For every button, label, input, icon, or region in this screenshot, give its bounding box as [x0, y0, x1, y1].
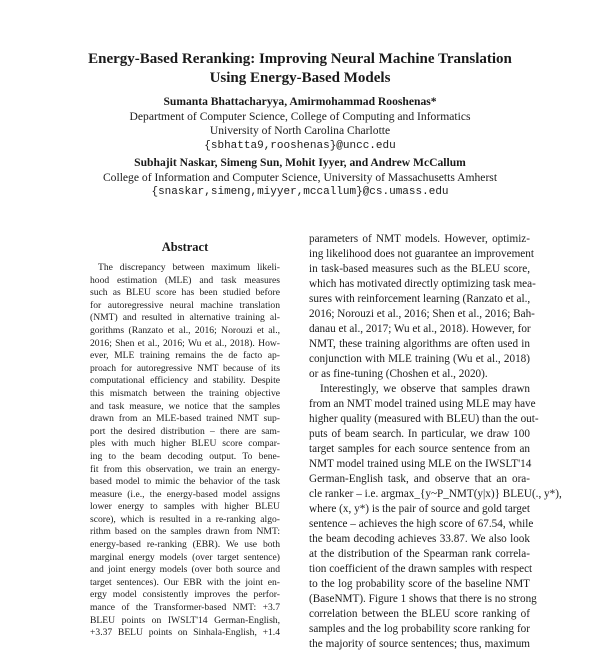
abstract-line: computational efficiency and stability. Despite: [90, 375, 280, 387]
abstract-line: marginal energy models (over target sentence): [90, 551, 280, 563]
abstract-line: rithm based on the samples drawn from NMT:: [90, 526, 280, 538]
abstract-line: gorithms (Ranzato et al., 2016; Norouzi et al.,: [90, 324, 280, 336]
body-line: in task-based measures such as the BLEU score,: [309, 263, 530, 275]
author-email-1[interactable]: {sbhatta9,rooshenas}@uncc.edu: [204, 139, 396, 152]
body-line: the majority of source sentences; thus, maximum: [309, 638, 530, 650]
abstract-line: ergy model consistently improves the perfor-: [90, 589, 280, 601]
abstract-line: for autoregressive neural machine translation: [90, 299, 280, 311]
abstract-line: mance of the Transformer-based NMT: +3.7: [90, 602, 280, 614]
abstract-line: BLEU points on IWSLT'14 German-English,: [90, 614, 280, 626]
abstract-line: proach for autoregressive NMT because of its: [90, 362, 280, 374]
body-line: higher quality (measured with BLEU) than the out-: [309, 413, 539, 425]
abstract-line: score), which is resulted in a re-ranking algo-: [90, 513, 280, 525]
body-line: correlation between the BLEU score ranking of: [309, 608, 530, 620]
author-univ-1: University of North Carolina Charlotte: [209, 124, 391, 137]
body-line: sures with reinforcement learning (Ranzato et al.,: [309, 293, 531, 305]
body-line: NMT, these training algorithms are often used in: [309, 338, 530, 350]
abstract-line: port the desired distribution – there are sam-: [90, 425, 280, 437]
body-line: puts of beam search. In particular, we draw 100: [309, 428, 530, 440]
title-line-2: Using Energy-Based Models: [209, 70, 391, 86]
author-names-2: Subhajit Naskar, Simeng Sun, Mohit Iyyer, and Andrew McCallum: [134, 156, 466, 169]
body-line: NMT model trained using MLE on the IWSLT'14: [309, 458, 532, 470]
body-line: conjunction with MLE training (Wu et al., 2018): [309, 353, 530, 365]
body-line: to the log probability score of the baseline NMT: [309, 578, 530, 590]
author-block-1: [60, 95, 540, 153]
body-line: at the distribution of the Spearman rank correla-: [309, 548, 530, 560]
body-line: where (x, y*) is the pair of source and gold target: [309, 503, 530, 515]
abstract-line: hood estimation (MLE) and task measures: [90, 274, 280, 286]
author-dept-2: College of Information and Computer Science, University of Massachusetts Amherst: [102, 170, 498, 184]
body-line: target samples for each source sentence from an: [309, 443, 530, 455]
abstract-line: such as BLEU score has been studied before: [90, 287, 280, 299]
body-line: Interestingly, we observe that samples drawn: [320, 383, 530, 395]
abstract-line: +3.37 BELU points on Sinhala-English, +1.4: [90, 627, 280, 639]
body-line: from an NMT model trained using MLE may have: [309, 398, 536, 410]
body-line: samples and the log probability score ranking for: [309, 623, 530, 635]
body-line: parameters of NMT models. However, optimiz-: [309, 233, 530, 245]
body-line: danau et al., 2017; Wu et al., 2018). However, for: [309, 323, 531, 335]
body-line: German-English task, and observe that an ora-: [309, 473, 530, 485]
author-names-1: Sumanta Bhattacharyya, Amirmohammad Rooshenas*: [163, 95, 437, 108]
body-line: which has motivated directly optimizing task mea-: [309, 278, 536, 290]
body-line: (BaseNMT). Figure 1 shows that there is no strong: [309, 593, 537, 605]
abstract-line: and joint energy models (over both source and: [90, 564, 280, 576]
abstract-line: energy-based re-ranking (EBR). We use both: [90, 539, 280, 551]
abstract-line: ing to the beam decoding output. To bene-: [90, 450, 280, 462]
abstract-line: (NMT) and resulted in alternative training al-: [90, 312, 280, 324]
body-line: or as fine-tuning (Choshen et al., 2020).: [309, 368, 488, 380]
abstract-line: ples with much higher BLEU score compar-: [90, 438, 280, 450]
abstract-line: this mismatch between the training objective: [90, 387, 280, 399]
title-line-1: Energy-Based Reranking: Improving Neural Machine Translation: [88, 51, 512, 67]
abstract-line: The discrepancy between maximum likeli-: [98, 262, 280, 273]
abstract-line: target sentences). Our EBR with the joint en-: [90, 576, 280, 588]
abstract-line: lower energy to samples with higher BLEU: [90, 501, 280, 513]
author-block-2: [60, 156, 540, 200]
body-line: 2016; Norouzi et al., 2016; Shen et al., 2016; Bah-: [309, 308, 535, 320]
author-dept-1: Department of Computer Science, College of Computing and Informatics: [129, 109, 471, 123]
abstract-line: measure (i.e., the energy-based model assigns: [90, 488, 280, 500]
body-line: the beam decoding achieves 33.87. We also look: [309, 533, 530, 545]
body-line: tion coefficient of the drawn samples with respect: [309, 563, 533, 575]
body-text-column: [309, 232, 562, 652]
abstract-line: 2016; Shen et al., 2016; Wu et al., 2018). How-: [90, 337, 280, 349]
body-line: ing likelihood does not guarantee an improvement: [309, 248, 534, 260]
abstract-line: and task measure, we notice that the samples: [90, 400, 280, 412]
abstract-line: fit from this observation, we train an energy-: [90, 463, 280, 475]
abstract-heading: Abstract: [161, 240, 209, 254]
abstract-line: based model to mimic the behavior of the task: [90, 476, 280, 488]
paper-title: [60, 50, 540, 88]
abstract-line: drawn from an MLE-based trained NMT sup-: [90, 413, 280, 425]
abstract-line: ever, MLE training remains the de facto ap-: [90, 350, 280, 362]
body-line: cle ranker – i.e. argmax_{y~P_NMT(y|x)} BLEU(., y*),: [309, 488, 562, 500]
body-line: sentence – achieves the high score of 67.54, while: [309, 518, 534, 530]
author-email-2[interactable]: {snaskar,simeng,miyyer,mccallum}@cs.umass.edu: [151, 186, 449, 198]
abstract-text: [90, 262, 280, 640]
